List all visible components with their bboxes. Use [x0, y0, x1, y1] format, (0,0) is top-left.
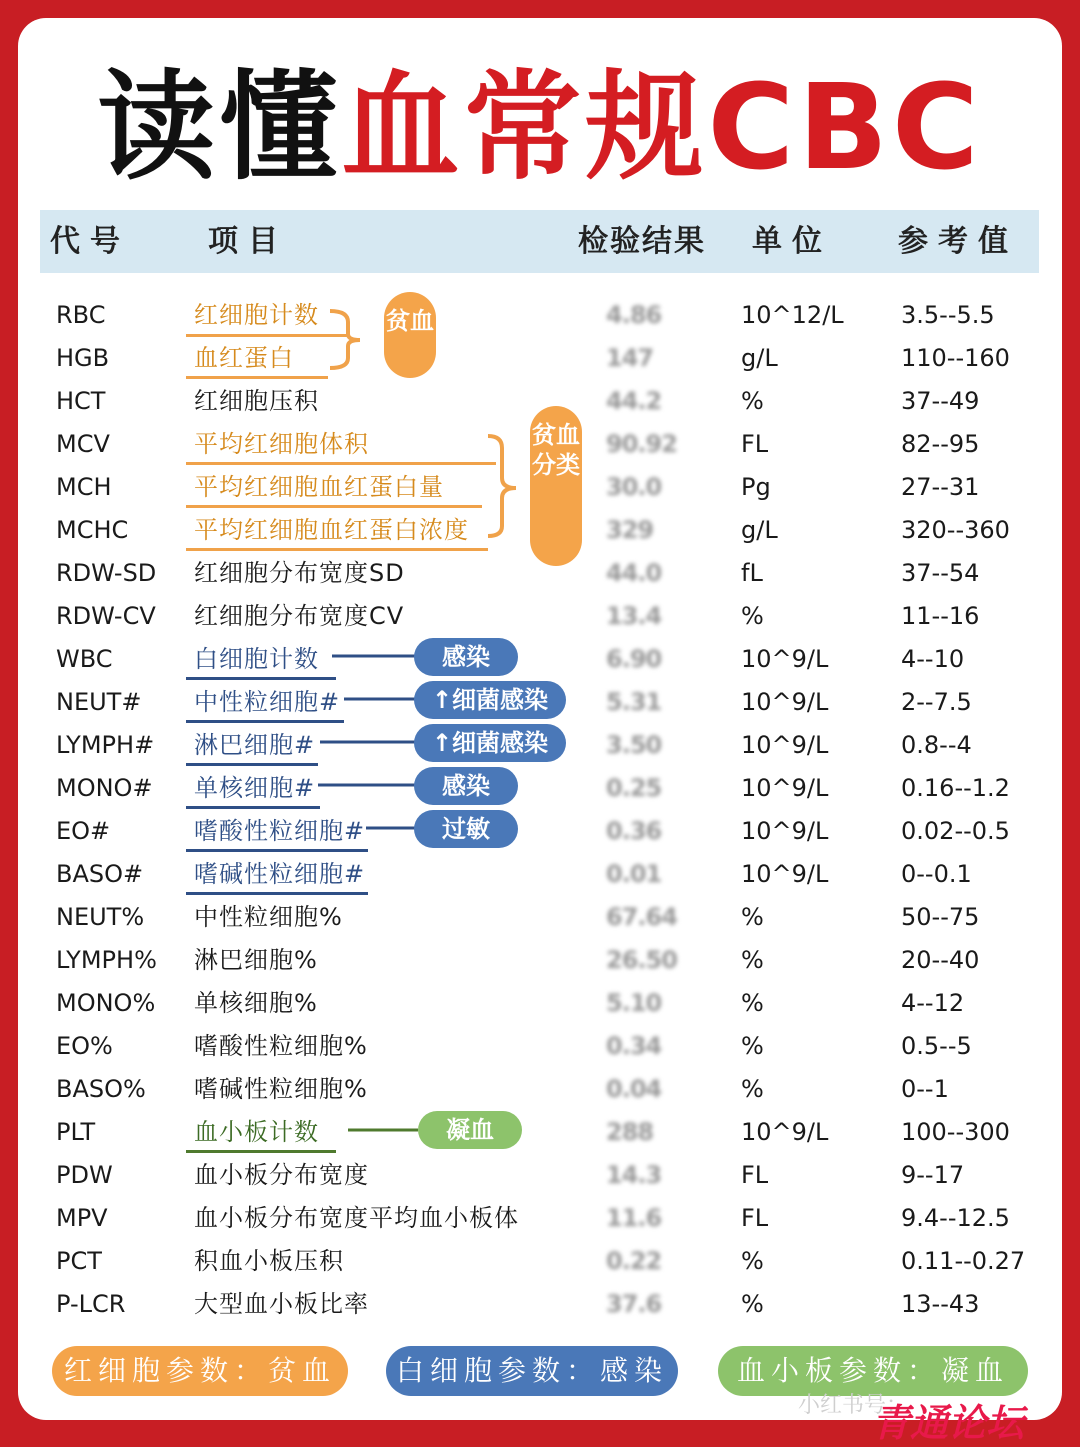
row-item-name: 平均红细胞血红蛋白浓度 — [194, 516, 469, 544]
row-item-name: 嗜碱性粒细胞# — [194, 860, 366, 888]
page-title — [18, 52, 1062, 202]
row-reference: 37--54 — [901, 559, 980, 587]
table-row — [18, 1197, 1062, 1240]
table-row — [18, 767, 1062, 810]
infection-tag: 感染 — [414, 638, 518, 676]
row-item-name: 中性粒细胞# — [194, 688, 341, 716]
table-row — [18, 638, 1062, 681]
row-unit: % — [741, 903, 764, 931]
row-result: 288 — [606, 1118, 654, 1146]
cbc-card — [18, 18, 1062, 1420]
row-result: 5.31 — [606, 688, 662, 716]
row-code: MONO# — [56, 774, 153, 802]
row-result: 6.90 — [606, 645, 662, 673]
table-row — [18, 1154, 1062, 1197]
row-reference: 4--10 — [901, 645, 965, 673]
underline-wbc — [186, 677, 336, 680]
row-result: 13.4 — [606, 602, 662, 630]
row-reference: 2--7.5 — [901, 688, 972, 716]
row-result: 44.0 — [606, 559, 662, 587]
row-reference: 82--95 — [901, 430, 980, 458]
row-reference: 0.11--0.27 — [901, 1247, 1026, 1275]
table-row — [18, 1025, 1062, 1068]
table-row — [18, 595, 1062, 638]
row-code: NEUT% — [56, 903, 145, 931]
bacterial-infection-tag: ↑细菌感染 — [414, 681, 566, 719]
row-item-name: 白细胞计数 — [194, 645, 319, 673]
header-result: 检验结果 — [578, 224, 706, 259]
row-unit: FL — [741, 1161, 769, 1189]
row-item-name: 中性粒细胞% — [194, 903, 343, 931]
row-unit: g/L — [741, 516, 778, 544]
anemia-tag: 贫血 — [384, 292, 436, 378]
table-row — [18, 294, 1062, 337]
row-reference: 9.4--12.5 — [901, 1204, 1010, 1232]
row-unit: % — [741, 602, 764, 630]
row-item-name: 血小板计数 — [194, 1118, 319, 1146]
row-result: 0.01 — [606, 860, 662, 888]
row-item-name: 红细胞计数 — [194, 301, 319, 329]
allergy-tag: 过敏 — [414, 810, 518, 848]
row-item-name: 血小板分布宽度 — [194, 1161, 369, 1189]
row-unit: 10^9/L — [741, 774, 829, 802]
row-code: MCHC — [56, 516, 129, 544]
underline-neut — [186, 720, 344, 723]
row-code: EO% — [56, 1032, 113, 1060]
row-reference: 37--49 — [901, 387, 980, 415]
underline-mcv — [186, 462, 496, 465]
row-code: BASO% — [56, 1075, 146, 1103]
row-unit: % — [741, 1290, 764, 1318]
row-item-name: 血小板分布宽度平均血小板体 — [194, 1204, 519, 1232]
row-result: 14.3 — [606, 1161, 662, 1189]
row-reference: 13--43 — [901, 1290, 980, 1318]
row-unit: % — [741, 946, 764, 974]
row-code: MCH — [56, 473, 112, 501]
row-unit: FL — [741, 430, 769, 458]
row-code: PDW — [56, 1161, 113, 1189]
underline-mono — [186, 806, 320, 809]
row-result: 0.34 — [606, 1032, 662, 1060]
row-unit: % — [741, 387, 764, 415]
underline-eo — [186, 849, 368, 852]
row-item-name: 嗜碱性粒细胞% — [194, 1075, 368, 1103]
row-code: MPV — [56, 1204, 108, 1232]
row-result: 0.22 — [606, 1247, 662, 1275]
row-code: NEUT# — [56, 688, 142, 716]
title-part2: 血常规CBC — [341, 58, 983, 196]
row-item-name: 淋巴细胞% — [194, 946, 318, 974]
row-unit: 10^9/L — [741, 1118, 829, 1146]
row-unit: g/L — [741, 344, 778, 372]
row-reference: 0.02--0.5 — [901, 817, 1010, 845]
row-reference: 0.5--5 — [901, 1032, 972, 1060]
row-result: 5.10 — [606, 989, 662, 1017]
row-result: 30.0 — [606, 473, 662, 501]
row-code: LYMPH# — [56, 731, 155, 759]
watermark-text: 小红书号： — [798, 1393, 909, 1418]
table-row — [18, 982, 1062, 1025]
table-row — [18, 853, 1062, 896]
header-unit: 单位 — [752, 224, 832, 259]
underline-mch — [186, 505, 482, 508]
table-row — [18, 1240, 1062, 1283]
row-reference: 110--160 — [901, 344, 1010, 372]
row-reference: 11--16 — [901, 602, 980, 630]
row-reference: 0--0.1 — [901, 860, 972, 888]
row-reference: 50--75 — [901, 903, 980, 931]
table-header — [40, 210, 1039, 273]
row-code: RDW-SD — [56, 559, 157, 587]
row-reference: 0.16--1.2 — [901, 774, 1010, 802]
row-item-name: 嗜酸性粒细胞# — [194, 817, 366, 845]
row-reference: 0.8--4 — [901, 731, 972, 759]
underline-hgb — [186, 376, 328, 379]
row-item-name: 积血小板压积 — [194, 1247, 344, 1275]
row-result: 0.36 — [606, 817, 662, 845]
row-unit: % — [741, 1032, 764, 1060]
underline-baso — [186, 892, 368, 895]
row-code: RDW-CV — [56, 602, 156, 630]
row-result: 44.2 — [606, 387, 662, 415]
row-reference: 320--360 — [901, 516, 1010, 544]
row-item-name: 红细胞压积 — [194, 387, 319, 415]
row-item-name: 平均红细胞血红蛋白量 — [194, 473, 444, 501]
row-unit: fL — [741, 559, 763, 587]
row-unit: FL — [741, 1204, 769, 1232]
table-row — [18, 1283, 1062, 1326]
row-item-name: 血红蛋白 — [194, 344, 294, 372]
row-unit: 10^12/L — [741, 301, 844, 329]
row-reference: 27--31 — [901, 473, 980, 501]
row-unit: % — [741, 1247, 764, 1275]
row-unit: % — [741, 989, 764, 1017]
underline-rbc — [186, 334, 348, 337]
row-code: WBC — [56, 645, 113, 673]
row-code: MONO% — [56, 989, 156, 1017]
row-reference: 4--12 — [901, 989, 965, 1017]
table-row — [18, 939, 1062, 982]
row-item-name: 单核细胞% — [194, 989, 318, 1017]
table-row — [18, 1111, 1062, 1154]
row-result: 0.25 — [606, 774, 662, 802]
mono-infection-tag: 感染 — [414, 767, 518, 805]
row-item-name: 红细胞分布宽度CV — [194, 602, 405, 630]
row-item-name: 嗜酸性粒细胞% — [194, 1032, 368, 1060]
row-code: PLT — [56, 1118, 96, 1146]
row-result: 37.6 — [606, 1290, 662, 1318]
row-unit: Pg — [741, 473, 771, 501]
row-unit: 10^9/L — [741, 688, 829, 716]
table-row — [18, 1068, 1062, 1111]
row-reference: 3.5--5.5 — [901, 301, 995, 329]
title-part1: 读懂 — [97, 58, 342, 196]
underline-plt — [186, 1150, 336, 1153]
footer-wbc-pill: 白细胞参数：感染 — [386, 1346, 678, 1396]
row-code: P-LCR — [56, 1290, 126, 1318]
row-unit: 10^9/L — [741, 645, 829, 673]
table-row — [18, 810, 1062, 853]
row-result: 11.6 — [606, 1204, 662, 1232]
row-unit: % — [741, 1075, 764, 1103]
viral-infection-tag: ↑细菌感染 — [414, 724, 566, 762]
row-code: HGB — [56, 344, 110, 372]
row-item-name: 大型血小板比率 — [194, 1290, 369, 1318]
row-reference: 100--300 — [901, 1118, 1010, 1146]
underline-mchc — [186, 548, 488, 551]
row-code: RBC — [56, 301, 106, 329]
header-ref: 参考值 — [898, 224, 1018, 259]
row-result: 147 — [606, 344, 654, 372]
row-reference: 20--40 — [901, 946, 980, 974]
row-item-name: 单核细胞# — [194, 774, 316, 802]
footer-rbc-pill: 红细胞参数：贫血 — [52, 1346, 348, 1396]
row-code: PCT — [56, 1247, 102, 1275]
row-result: 3.50 — [606, 731, 662, 759]
header-code: 代号 — [50, 224, 130, 259]
row-code: MCV — [56, 430, 110, 458]
row-result: 67.64 — [606, 903, 677, 931]
underline-lymph — [186, 763, 318, 766]
row-result: 0.04 — [606, 1075, 662, 1103]
anemia-class-tag: 贫血分类 — [530, 406, 582, 566]
row-unit: 10^9/L — [741, 731, 829, 759]
row-reference: 9--17 — [901, 1161, 965, 1189]
brand-logo-text: 青通论坛 — [872, 1401, 1025, 1445]
row-reference: 0--1 — [901, 1075, 949, 1103]
row-result: 4.86 — [606, 301, 662, 329]
row-item-name: 红细胞分布宽度SD — [194, 559, 405, 587]
row-item-name: 平均红细胞体积 — [194, 430, 369, 458]
row-code: LYMPH% — [56, 946, 157, 974]
row-item-name: 淋巴细胞# — [194, 731, 316, 759]
row-code: HCT — [56, 387, 106, 415]
coagulation-tag: 凝血 — [418, 1111, 522, 1149]
row-code: EO# — [56, 817, 111, 845]
row-unit: 10^9/L — [741, 817, 829, 845]
table-row — [18, 337, 1062, 380]
table-row — [18, 896, 1062, 939]
row-result: 329 — [606, 516, 654, 544]
row-result: 90.92 — [606, 430, 677, 458]
row-unit: 10^9/L — [741, 860, 829, 888]
row-code: BASO# — [56, 860, 144, 888]
header-item: 项目 — [208, 224, 288, 259]
row-result: 26.50 — [606, 946, 677, 974]
footer-plt-pill: 血小板参数：凝血 — [718, 1346, 1028, 1396]
